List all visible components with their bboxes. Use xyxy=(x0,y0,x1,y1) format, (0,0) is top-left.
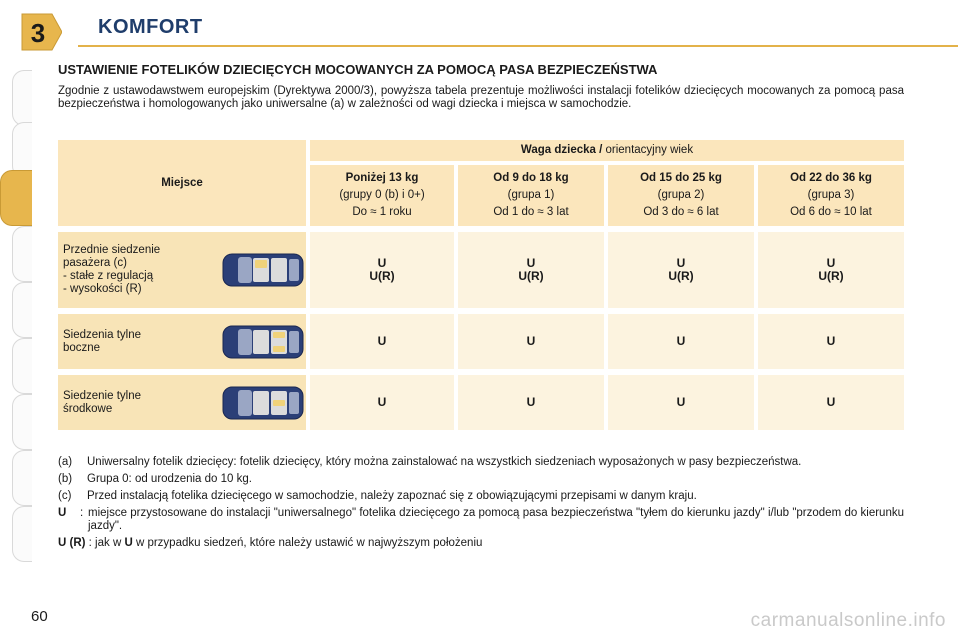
value-u: U xyxy=(526,395,536,409)
column-header-0 xyxy=(310,165,454,226)
column-age: Od 3 do ≈ 6 lat xyxy=(643,206,719,218)
watermark: carmanualsonline.info xyxy=(750,610,946,631)
value-u: U xyxy=(526,256,536,270)
value-u: U xyxy=(377,395,387,409)
place-header: Miejsce xyxy=(161,176,203,189)
seat-label-line: boczne xyxy=(63,341,101,354)
chapter-tab-5[interactable] xyxy=(12,282,32,338)
legend-u xyxy=(58,507,904,533)
page-title: KOMFORT xyxy=(98,16,203,38)
place-header-cell xyxy=(58,140,306,226)
value-cell xyxy=(310,375,454,430)
value-cell xyxy=(458,232,604,308)
seat-label-line: Siedzenia tylne xyxy=(63,328,141,341)
car-top-view-icon-front xyxy=(222,252,304,288)
value-u: U xyxy=(826,334,836,348)
value-ur: U(R) xyxy=(668,269,694,283)
legend-ur-key: U (R) xyxy=(58,537,86,549)
footnote-text: Przed instalacją fotelika dziecięcego w samochodzie, należy zapoznać się z obowiązującymi przepisami w danym kraju. xyxy=(87,490,697,502)
legend-u-key: U xyxy=(58,507,67,519)
value-u: U xyxy=(377,334,387,348)
chapter-tab-8[interactable] xyxy=(12,450,32,506)
value-cell xyxy=(608,232,754,308)
column-header-2 xyxy=(608,165,754,226)
chapter-tab-3-active[interactable] xyxy=(0,170,32,226)
chapter-tabs xyxy=(0,70,32,580)
footnote-text: Uniwersalny fotelik dziecięcy: fotelik dziecięcy, który można zainstalować na wszystkich siedzeniach wyposażonych w pasy bezpieczeństwa. xyxy=(87,456,802,468)
weight-header-bold: Waga dziecka / xyxy=(520,144,603,156)
child-seat-table xyxy=(58,140,904,430)
seat-label-line: Siedzenie tylne xyxy=(63,389,141,402)
column-group: (grupa 2) xyxy=(657,189,705,201)
chapter-tab-4[interactable] xyxy=(12,226,32,282)
header-divider xyxy=(78,45,958,47)
legend-ur-key2: U xyxy=(124,537,133,549)
seat-label-line: - stałe z regulacją xyxy=(63,270,154,282)
value-cell xyxy=(758,314,904,369)
value-cell xyxy=(608,314,754,369)
footnote-key: (a) xyxy=(58,456,73,468)
footnote-c xyxy=(58,490,904,503)
car-top-view-icon-rear-middle xyxy=(222,385,304,421)
weight-header-rest: orientacyjny wiek xyxy=(602,144,694,156)
value-cell xyxy=(458,375,604,430)
value-u: U xyxy=(826,395,836,409)
footnote-key: (b) xyxy=(58,473,73,485)
value-cell xyxy=(310,232,454,308)
value-cell xyxy=(608,375,754,430)
page-number: 60 xyxy=(31,608,48,625)
legend-ur-text2: w przypadku siedzeń, które należy ustawić w najwyższym położeniu xyxy=(132,537,483,549)
value-u: U xyxy=(676,395,686,409)
legend-u-sep: : xyxy=(80,507,84,519)
weight-header-cell xyxy=(310,140,904,161)
value-u: U xyxy=(377,256,387,270)
column-group: (grupa 1) xyxy=(507,189,555,201)
value-u: U xyxy=(676,256,686,270)
value-ur: U(R) xyxy=(369,269,395,283)
section-title: USTAWIENIE FOTELIKÓW DZIECIĘCYCH MOCOWANYCH ZA POMOCĄ PASA BEZPIECZEŃSTWA xyxy=(58,62,658,77)
column-title: Poniżej 13 kg xyxy=(345,172,419,184)
chapter-tab-6[interactable] xyxy=(12,338,32,394)
chapter-badge xyxy=(18,12,62,52)
intro-paragraph: Zgodnie z ustawodawstwem europejskim (Dyrektywa 2000/3), powyższa tabela prezentuje możliwości instalacji fotelików dziecięcych mocowanych za pomocą pasa bezpieczeństwa i homologowanych jako uniwersalne (a) w zależności od wagi dziecka i miejsca w samochodzie. xyxy=(58,85,904,110)
seat-label-line: środkowe xyxy=(63,402,113,415)
seat-label-line: - wysokości (R) xyxy=(63,283,142,295)
column-header-1 xyxy=(458,165,604,226)
value-cell xyxy=(458,314,604,369)
footnote-b xyxy=(58,473,904,486)
chapter-tab-9[interactable] xyxy=(12,506,32,562)
value-u: U xyxy=(676,334,686,348)
footnotes xyxy=(58,456,904,554)
value-ur: U(R) xyxy=(518,269,544,283)
value-u: U xyxy=(526,334,536,348)
column-age: Od 1 do ≈ 3 lat xyxy=(493,206,569,218)
column-title: Od 22 do 36 kg xyxy=(790,172,872,184)
value-cell xyxy=(310,314,454,369)
legend-ur xyxy=(58,537,904,550)
seat-label-line: Przednie siedzenie xyxy=(63,244,161,256)
value-cell xyxy=(758,375,904,430)
value-cell xyxy=(758,232,904,308)
value-u: U xyxy=(826,256,836,270)
footnote-key: (c) xyxy=(58,490,72,502)
column-group: (grupy 0 (b) i 0+) xyxy=(339,189,425,201)
value-ur: U(R) xyxy=(818,269,844,283)
column-title: Od 9 do 18 kg xyxy=(493,172,569,184)
footnote-text: Grupa 0: od urodzenia do 10 kg. xyxy=(87,473,252,485)
legend-u-text: miejsce przystosowane do instalacji "uniwersalnego" fotelika dziecięcego za pomocą pasa bezpieczeństwa "tyłem do kierunku jazdy" i/lub "przodem do kierunku jazdy". xyxy=(88,507,904,532)
legend-ur-text: : jak w xyxy=(85,537,125,549)
column-age: Od 6 do ≈ 10 lat xyxy=(790,206,872,218)
column-header-3 xyxy=(758,165,904,226)
chapter-tab-7[interactable] xyxy=(12,394,32,450)
column-age: Do ≈ 1 roku xyxy=(352,206,412,218)
column-title: Od 15 do 25 kg xyxy=(640,172,722,184)
seat-label-line: pasażera (c) xyxy=(63,257,127,269)
chapter-tab-1[interactable] xyxy=(12,70,32,126)
footnote-a xyxy=(58,456,904,469)
car-top-view-icon-rear-side xyxy=(222,324,304,360)
chapter-number: 3 xyxy=(30,18,46,48)
column-group: (grupa 3) xyxy=(807,189,855,201)
